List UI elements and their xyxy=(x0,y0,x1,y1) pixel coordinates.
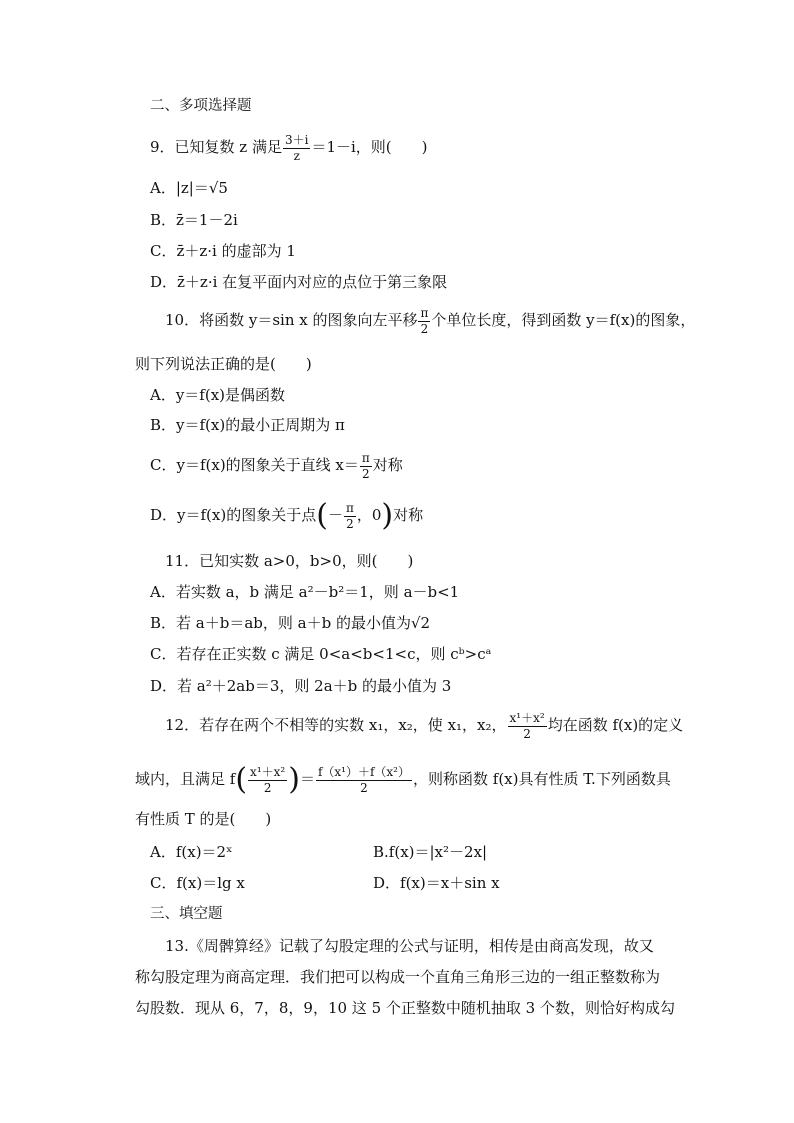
section-title-fill-blank: 三、填空题 xyxy=(150,906,223,922)
q12-line2-eq: ＝ xyxy=(299,770,315,788)
q10-option-b: B．y＝f(x)的最小正周期为 π xyxy=(150,416,345,434)
q10-d-fraction xyxy=(344,501,356,532)
q9-option-a: A．|z|＝√5 xyxy=(150,179,228,197)
q12-frac-num: x¹＋x² xyxy=(509,710,545,725)
q10-d-inner-tail: ，0 xyxy=(356,506,382,524)
q9-suffix: ＝1－i，则( ) xyxy=(311,138,428,156)
q11-option-b: B．若 a＋b＝ab，则 a＋b 的最小值为√2 xyxy=(150,614,431,632)
q10-c-frac-den: 2 xyxy=(362,466,370,481)
q9-option-c: C．z̄＋z·i 的虚部为 1 xyxy=(150,242,296,260)
q12-stem-line3: 有性质 T 的是( ) xyxy=(135,810,272,828)
q9-fraction xyxy=(283,133,310,164)
q13-line2: 称勾股定理为商高定理．我们把可以构成一个直角三角形三边的一组正整数称为 xyxy=(135,968,661,986)
q10-c-suffix: 对称 xyxy=(372,456,403,474)
q11-option-c: C．若存在正实数 c 满足 0<a<b<1<c，则 cᵇ>cᵃ xyxy=(150,645,492,663)
q9-prefix: 9．已知复数 z 满足 xyxy=(150,138,282,156)
section-title-multiple-choice: 二、多项选择题 xyxy=(150,98,252,114)
q12-stem-line2 xyxy=(135,759,671,799)
q12-line2-left-fraction xyxy=(248,765,287,796)
q11-option-d: D．若 a²＋2ab＝3，则 2a＋b 的最小值为 3 xyxy=(150,677,452,695)
left-paren-large: ( xyxy=(235,762,248,797)
q12-option-b: B.f(x)＝|x²－2x| xyxy=(373,843,488,861)
q12-line2-right-num: f（x¹）＋f（x²） xyxy=(317,764,410,779)
q10-option-c xyxy=(150,448,403,482)
question-9-stem xyxy=(150,130,428,164)
q10-stem-line2: 则下列说法正确的是( ) xyxy=(135,355,312,373)
q10-frac-den: 2 xyxy=(420,321,429,336)
q12-line2-left-num: x¹＋x² xyxy=(250,764,286,779)
q12-option-d: D．f(x)＝x＋sin x xyxy=(373,874,500,892)
q10-prefix: 10．将函数 y＝sin x 的图象向左平移 xyxy=(165,311,418,329)
q10-fraction xyxy=(418,306,430,337)
q10-option-d xyxy=(150,497,423,533)
q12-line2-right-den: 2 xyxy=(360,780,368,795)
q10-option-a: A．y＝f(x)是偶函数 xyxy=(150,386,286,404)
q10-frac-num: π xyxy=(420,305,429,320)
q9-option-b: B．z̄＝1－2i xyxy=(150,211,238,229)
q10-d-sign: － xyxy=(327,506,343,524)
q12-option-c: C．f(x)＝lg x xyxy=(150,874,245,892)
right-paren-large: ) xyxy=(288,762,300,797)
q10-c-prefix: C．y＝f(x)的图象关于直线 x＝ xyxy=(150,456,359,474)
question-11-stem: 11．已知实数 a>0，b>0，则( ) xyxy=(165,552,414,570)
question-10-stem xyxy=(165,303,695,337)
q10-d-frac-num: π xyxy=(345,500,354,515)
q10-d-prefix: D．y＝f(x)的图象关于点 xyxy=(150,506,317,524)
q12-fraction xyxy=(508,711,547,742)
q13-line1: 13.《周髀算经》记载了勾股定理的公式与证明，相传是由商高发现，故又 xyxy=(165,937,654,955)
q10-suffix: 个单位长度，得到函数 y＝f(x)的图象， xyxy=(431,311,696,329)
q12-line2-right-fraction xyxy=(316,765,412,796)
q10-c-fraction xyxy=(360,451,372,482)
q9-frac-num: 3＋i xyxy=(284,132,309,147)
q12-line2-suffix: ，则称函数 f(x)具有性质 T.下列函数具 xyxy=(413,770,671,788)
q10-d-frac-den: 2 xyxy=(346,516,354,531)
q12-line2-left-den: 2 xyxy=(263,780,272,795)
question-12-stem xyxy=(165,707,683,743)
q13-line3: 勾股数．现从 6，7，8，9，10 这 5 个正整数中随机抽取 3 个数，则恰好构成勾 xyxy=(135,999,675,1017)
q9-option-d: D．z̄＋z·i 在复平面内对应的点位于第三象限 xyxy=(150,273,448,291)
q10-c-frac-num: π xyxy=(361,450,370,465)
right-paren-large: ) xyxy=(381,498,394,533)
q12-suffix: 均在函数 f(x)的定义 xyxy=(547,716,684,734)
left-paren-large: ( xyxy=(316,498,328,533)
q12-line2-prefix: 域内，且满足 f xyxy=(135,770,236,788)
q12-frac-den: 2 xyxy=(523,726,531,741)
q12-option-a: A．f(x)＝2ˣ xyxy=(150,843,233,861)
q9-frac-den: z xyxy=(293,148,300,163)
q12-prefix: 12．若存在两个不相等的实数 x₁，x₂，使 x₁，x₂， xyxy=(165,716,507,734)
q10-d-suffix: 对称 xyxy=(393,506,424,524)
q11-option-a: A．若实数 a，b 满足 a²－b²＝1，则 a－b<1 xyxy=(150,583,460,601)
